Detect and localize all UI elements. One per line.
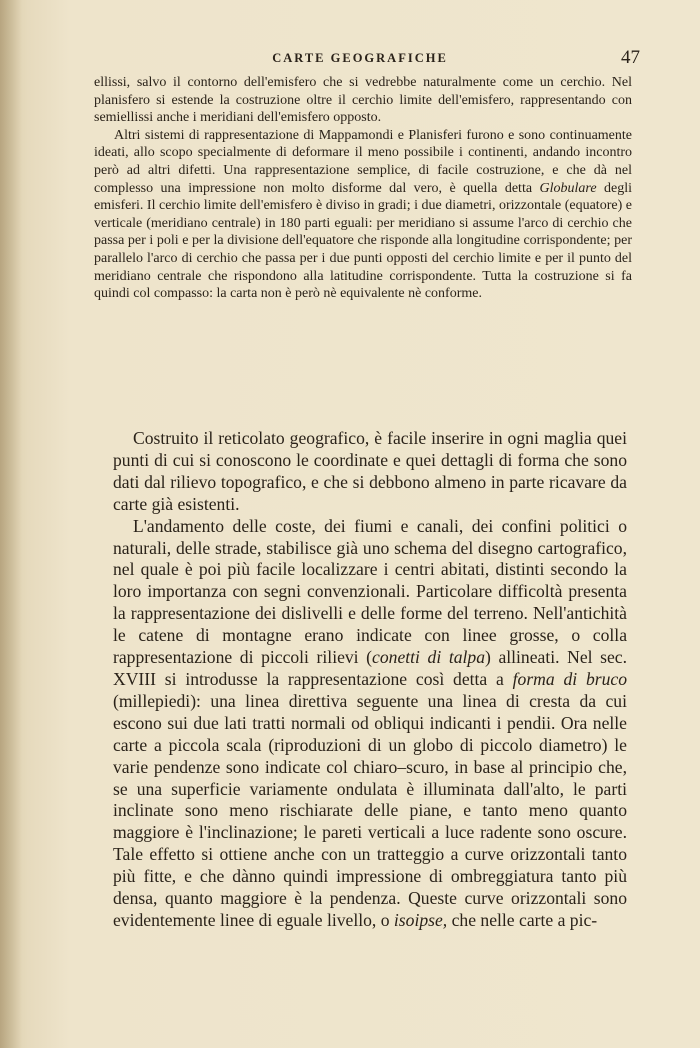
running-head: CARTE GEOGRAFICHE <box>272 51 448 65</box>
italic-term: forma di bruco <box>512 668 627 689</box>
text-span: che nelle carte a pic- <box>447 909 598 930</box>
italic-term: Globulare <box>539 180 597 196</box>
text-span: L'andamento delle coste, dei fiumi e canali, dei confini politici o naturali, delle strade, stabilisce già uno schema del disegno cartografico, nel quale è poi più facile localizzare i centri abitati, distinti secondo la loro importanza con segni convenzionali. Particolare difficoltà presenta la rappresentazione dei dislivelli e delle forme del terreno. Nell'antichità le catene di montagne erano indicate con linee grosse, o colla rappresentazione di piccoli rilievi ( <box>113 515 627 668</box>
small-paragraph <box>94 127 632 303</box>
body-paragraph <box>113 428 627 516</box>
italic-term: conetti di talpa <box>372 647 485 668</box>
body-paragraph <box>113 516 627 932</box>
page-header <box>80 47 640 73</box>
page-number: 47 <box>621 47 640 68</box>
italic-term: isoipse, <box>393 909 448 930</box>
body-text-section <box>113 428 627 932</box>
text-span: ) allineati. Nel sec. XVIII si introdusse la rappresentazione così detta a <box>113 647 628 689</box>
small-print-section <box>94 74 632 303</box>
text-span: (millepiedi): una linea direttiva seguente una linea di cresta da cui escono sui due lati tratti normali od obliqui indicanti i pendii. Ora nelle carte a piccola scala (riproduzioni di un globo di piccolo diametro) le varie pendenze sono indicate col chiaro–scuro, in base al principio che, se una superficie variamente ondulata è illuminata dall'alto, le parti inclinate sono meno rischiarate delle piane, e tanto meno quanto maggiore è l'inclinazione; le pareti verticali a luce radente sono oscure. Tale effetto si ottiene anche con un tratteggio a curve orizzontali tanto più fitte, e che dànno quindi impressione di ombreggiatura tanto più densa, quanto maggiore è la pendenza. Queste curve orizzontali sono evidentemente linee di eguale livello, o <box>113 690 627 930</box>
text-span: ellissi, salvo il contorno dell'emisfero che si vedrebbe naturalmente come un cerchio. Nel planisfero si estende la costruzione oltre il cerchio limite dell'emisfero, rappresentando con semiellissi anche i meridiani dell'emisfero opposto. <box>94 75 632 126</box>
small-paragraph <box>94 74 632 127</box>
text-span: Costruito il reticolato geografico, è facile inserire in ogni maglia quei punti di cui si conoscono le coordinate e quei dettagli di forma che sono dati dal rilievo topografico, e che si debbono almeno in parte ricavare da carte già esistenti. <box>113 428 627 514</box>
gutter-shadow <box>0 0 22 1048</box>
text-span: Altri sistemi di rappresentazione di Mappamondi e Planisferi furono e sono continuamente ideati, allo scopo specialmente di deformare il meno possibile i continenti, andando incontro però ad altri difetti. Una rappresentazione semplice, di facile costruzione, e che dà nel complesso una impressione non molto disforme dal vero, è quella detta <box>94 127 632 196</box>
text-span: degli emisferi. Il cerchio limite dell'emisfero è diviso in gradi; i due diametri, orizzontale (equatore) e verticale (meridiano centrale) in 180 parti eguali: per meridiano si assume l'arco di cerchio che passa per i poli e per la divisione dell'equatore che risponde alla longitudine corrispondente; per parallelo l'arco di cerchio che passa per i due punti opposti del cerchio limite e per il punto del meridiano centrale che rispondono alla latitudine corrispondente. Tutta la costruzione si fa quindi col compasso: la carta non è però nè equivalente nè conforme. <box>94 180 632 302</box>
